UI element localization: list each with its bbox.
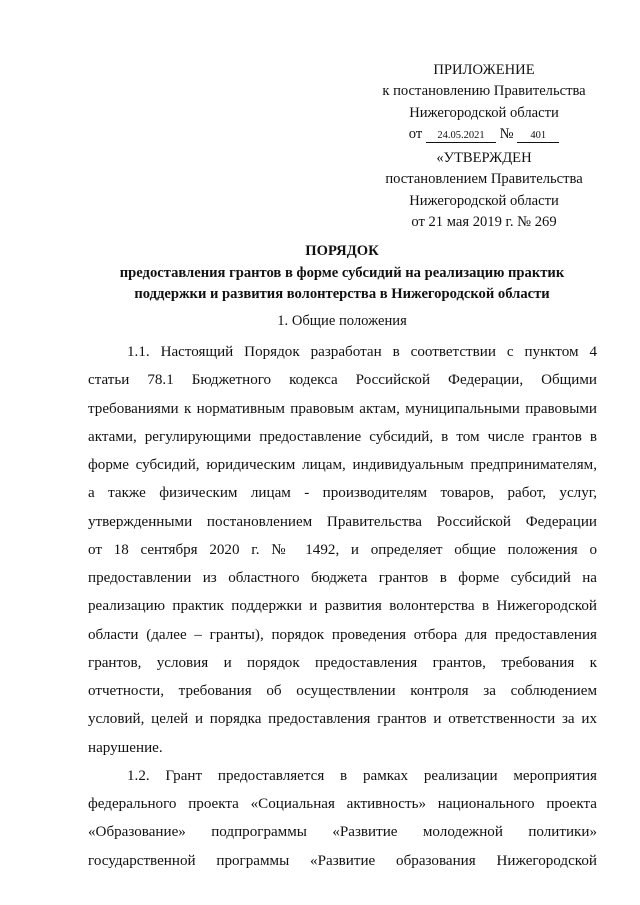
approved-line-2: постановлением Правительства <box>385 171 583 188</box>
approved-line-3: Нижегородской области <box>409 192 559 209</box>
body-line: отчетности, требования об осуществлении контроля за соблюдением <box>88 683 597 699</box>
appendix-block <box>372 60 596 145</box>
section-heading: 1. Общие положения <box>277 313 407 329</box>
body-line: государственной программы «Развитие образования Нижегородской <box>88 852 597 869</box>
body-line: форме субсидий, юридическим лицам, индивидуальным предпринимателям, <box>88 457 597 473</box>
body-line: утвержденными постановлением Правительства Российской Федерации <box>88 513 597 530</box>
appendix-line-2: Нижегородской области <box>409 104 559 121</box>
body-line: от 18 сентября 2020 г. № 1492, и определяет общие положения о <box>88 541 597 558</box>
body-line: «Образование» подпрограммы «Развитие молодежной политики» <box>88 824 597 841</box>
body-line: а также физическим лицам - производителям товаров, работ, услуг, <box>88 485 597 502</box>
appendix-line-1: к постановлению Правительства <box>382 83 586 100</box>
approved-line-4: от 21 мая 2019 г. № 269 <box>411 213 557 230</box>
appendix-date: 24.05.2021 <box>426 129 496 143</box>
body-line: 1.2. Грант предоставляется в рамках реализации мероприятия <box>127 767 597 784</box>
body-line: предоставлении из областного бюджета грантов в форме субсидий на <box>88 570 597 586</box>
body-line: статьи 78.1 Бюджетного кодекса Российской Федерации, Общими <box>88 372 597 389</box>
body-line: реализацию практик поддержки и развития волонтерства в Нижегородской <box>88 598 597 615</box>
title-line-2: поддержки и развития волонтерства в Нижегородской области <box>134 286 550 303</box>
body-line: требованиями к нормативным правовым актам, муниципальными правовыми <box>88 400 597 417</box>
appendix-date-line <box>372 124 596 145</box>
appendix-number-sign: № <box>499 125 514 142</box>
body-text <box>88 338 597 875</box>
appendix-from-label: от <box>408 125 423 142</box>
document-title <box>60 241 624 306</box>
appendix-number: 401 <box>517 129 559 143</box>
body-line: области (далее – гранты), порядок проведения отбора для предоставления <box>88 626 597 643</box>
approved-line-1: «УТВЕРЖДЕН <box>436 150 532 166</box>
title-line-1: предоставления грантов в форме субсидий на реализацию практик <box>119 264 565 281</box>
body-line: грантов, условия и порядок предоставления грантов, требования к <box>88 654 597 671</box>
approved-block <box>372 148 596 233</box>
appendix-title: ПРИЛОЖЕНИЕ <box>433 62 535 78</box>
body-line: 1.1. Настоящий Порядок разработан в соответствии с пунктом 4 <box>127 344 597 360</box>
body-line: актами, регулирующими предоставление субсидий, в том числе грантов в <box>88 428 597 445</box>
body-line: федерального проекта «Социальная активность» национального проекта <box>88 796 597 812</box>
body-line: нарушение. <box>88 739 163 756</box>
title-heading: ПОРЯДОК <box>305 243 379 259</box>
body-line: условий, целей и порядка предоставления грантов и ответственности за их <box>88 711 597 728</box>
